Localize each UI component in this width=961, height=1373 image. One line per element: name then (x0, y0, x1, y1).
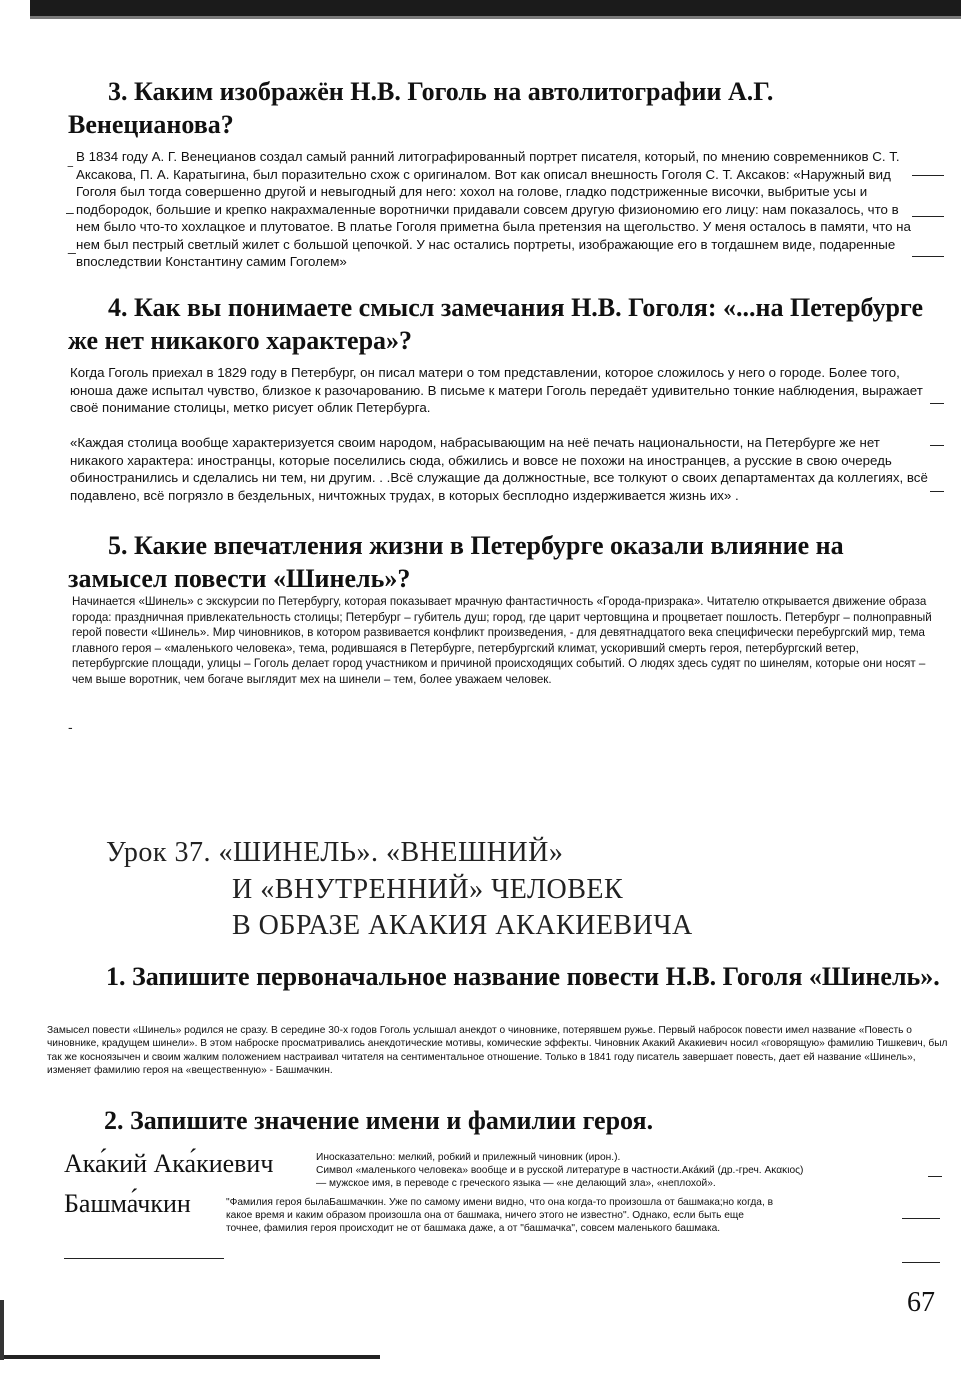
question-4-answer-paragraph-1: Когда Гоголь приехал в 1829 году в Петербург, он писал матери о том представлении, которое сложилось у него о городе. Более того, юноша даже испытал чувство, близкое к разочарованию. В письме к матери Гоголь передаёт удивительно тонкие наблюдения, выражает своё понимание столицы, метко рисует облик Петербурга. (70, 365, 923, 415)
margin-mark: – (66, 204, 74, 220)
answer-line (930, 491, 944, 492)
margin-mark: - (68, 719, 73, 735)
question-4-title: 4. Как вы понимаете смысл замечания Н.В. Гоголя: «...на Петербурге же нет никакого характера»? (68, 293, 924, 355)
lesson-title-line-3: В ОБРАЗЕ АКАКИЯ АКАКИЕВИЧА (232, 910, 693, 941)
answer-line (912, 175, 944, 176)
answer-line (902, 1218, 940, 1219)
scan-left-edge (0, 1300, 4, 1360)
surname-meaning-line-1: "Фамилия героя былаБашмачкин. Уже по самому имени видно, что она когда-то произошла от башмака;но когда, в (226, 1197, 774, 1208)
scan-top-border (30, 0, 961, 16)
answer-line (930, 445, 944, 446)
lesson-title-line-1: Урок 37. «ШИНЕЛЬ». «ВНЕШНИЙ» (106, 837, 564, 868)
question-5-title: 5. Какие впечатления жизни в Петербурге оказали влияние на замысел повести «Шинель»? (68, 531, 844, 593)
name-term-akakiy-akakievich: Ака́кий Ака́киевич (64, 1149, 274, 1178)
lesson-title-line-2: И «ВНУТРЕННИЙ» ЧЕЛОВЕК (232, 874, 624, 905)
answer-line (902, 1262, 940, 1263)
name-meaning-line-1: Иносказательно: мелкий, робкий и прилежный чиновник (ирон.). (316, 1152, 621, 1163)
task-2-title: 2. Запишите значение имени и фамилии героя. (104, 1106, 654, 1135)
answer-line (912, 256, 944, 257)
task-1-title: 1. Запишите первоначальное название повести Н.В. Гоголя «Шинель». (106, 962, 940, 991)
question-3-title: 3. Каким изображён Н.В. Гоголь на автолитографии А.Г. Венецианова? (68, 77, 774, 139)
surname-term-bashmachkin: Башма́чкин (64, 1189, 191, 1218)
margin-mark: ‾ (68, 164, 73, 180)
question-4-answer-paragraph-2: «Каждая столица вообще характеризуется своим народом, набрасывающим на неё печать национальности, на Петербурге же нет никакого характера: иностранцы, которые поселились сюда, обжились и вовсе не похожи на иностранцев, а русские в свою очередь обиностранились и сделались ни тем, ни другим. . .Всё служащие да должностные, все толкуют о своих департаментах да коллегиях, всё подавлено, всё погрязло в бездельных, ничтожных трудах, в которых бесплодно издерживается жизнь их» . (70, 435, 928, 503)
question-5-answer: Начинается «Шинель» с экскурсии по Петербургу, которая показывает мрачную фантастичность «Города-призрака». Читателю открывается движение образа города: праздничная привлекательность столицы; Петербург – губитель душ; город, где царит чертовщина и процветает пошлость. Петербург – полноправный герой повести «Шинель». Мир чиновников, в котором развивается конфликт произведения, - для девятнадцатого века специфически перебургский мир, тема главного героя – «маленького человека», тема, родившаяся в Петербурге, петербургский климат, ускоривший смерть героя, петербургский ветер, петербургские площади, улицы – Гоголь делает город участником и причиной происходящих событий. О людях здесь судят по шинелям, которые они носят – чем выше воротник, чем богаче выглядит мех на шинели – тем, более уважаем человек. (72, 595, 932, 686)
name-meaning-line-2: Символ «маленького человека» вообще и в русской литературе в частности.Ака́кий (др.-греч. Ακακιος) (316, 1165, 804, 1176)
question-3-answer: В 1834 году А. Г. Венецианов создал самый ранний литографированный портрет писателя, который, по мнению современников С. Т. Аксакова, П. А. Каратыгина, был поразительно схож с оригиналом. Вот как описал внешность Гоголя С. Т. Аксаков: «Наружный вид Гоголя был тогда совершенно другой и невыгодный для него: хохол на голове, гладко подстриженные височки, выбритые усы и подбородок, большие и крепко накрахмаленные воротнички придавали совсем другую физиономию его лицу: нам показалось, что в нем было что-то хохлацкое и плутоватое. В платье Гоголя приметна была претензия на щегольство. У меня осталось в памяти, что на нем был пестрый светлый жилет с большой цепочкой. У нас остались портреты, изображающие его в тогдашнем виде, подаренные впоследствии Константину самим Гоголем» (76, 149, 911, 269)
answer-line (930, 403, 944, 404)
answer-line (64, 1258, 224, 1259)
name-meaning-line-3: — мужское имя, в переводе с греческого языка — «не делающий зла», «неплохой». (316, 1178, 716, 1189)
task-1-answer: Замысел повести «Шинель» родился не сразу. В середине 30-х годов Гоголь услышал анекдот о чиновнике, потерявшем ружье. Первый набросок повести имел название «Повесть о чиновнике, крадущем шинели». В этом наброске просматривались анекдотические мотивы, комические эффекты. Чиновник Акакий Акакиевич носил «говорящую» фамилию Тишкевич, был так же косноязычен и своим жалким положением настраивал читателя на сентиментальное отношение. Только в 1841 году писатель завершает повесть, дает ей название «Шинель», изменяет фамилию героя на «вещественную» - Башмачкин. (47, 1025, 948, 1077)
answer-line (928, 1176, 942, 1177)
surname-meaning-line-3: точнее, фамилия героя происходит не от башмака даже, а от "башмачка", совсем маленького башмака. (226, 1223, 721, 1234)
scan-bottom-border (0, 1355, 380, 1359)
surname-meaning-line-2: какое время и каким образом произошла она от башмака, ничего этого не известно". Однако, если быть еще (226, 1210, 744, 1221)
answer-line (912, 216, 944, 217)
scan-top-shadow (30, 16, 961, 19)
margin-mark: _ (68, 238, 76, 254)
page-number: 67 (907, 1287, 935, 1318)
